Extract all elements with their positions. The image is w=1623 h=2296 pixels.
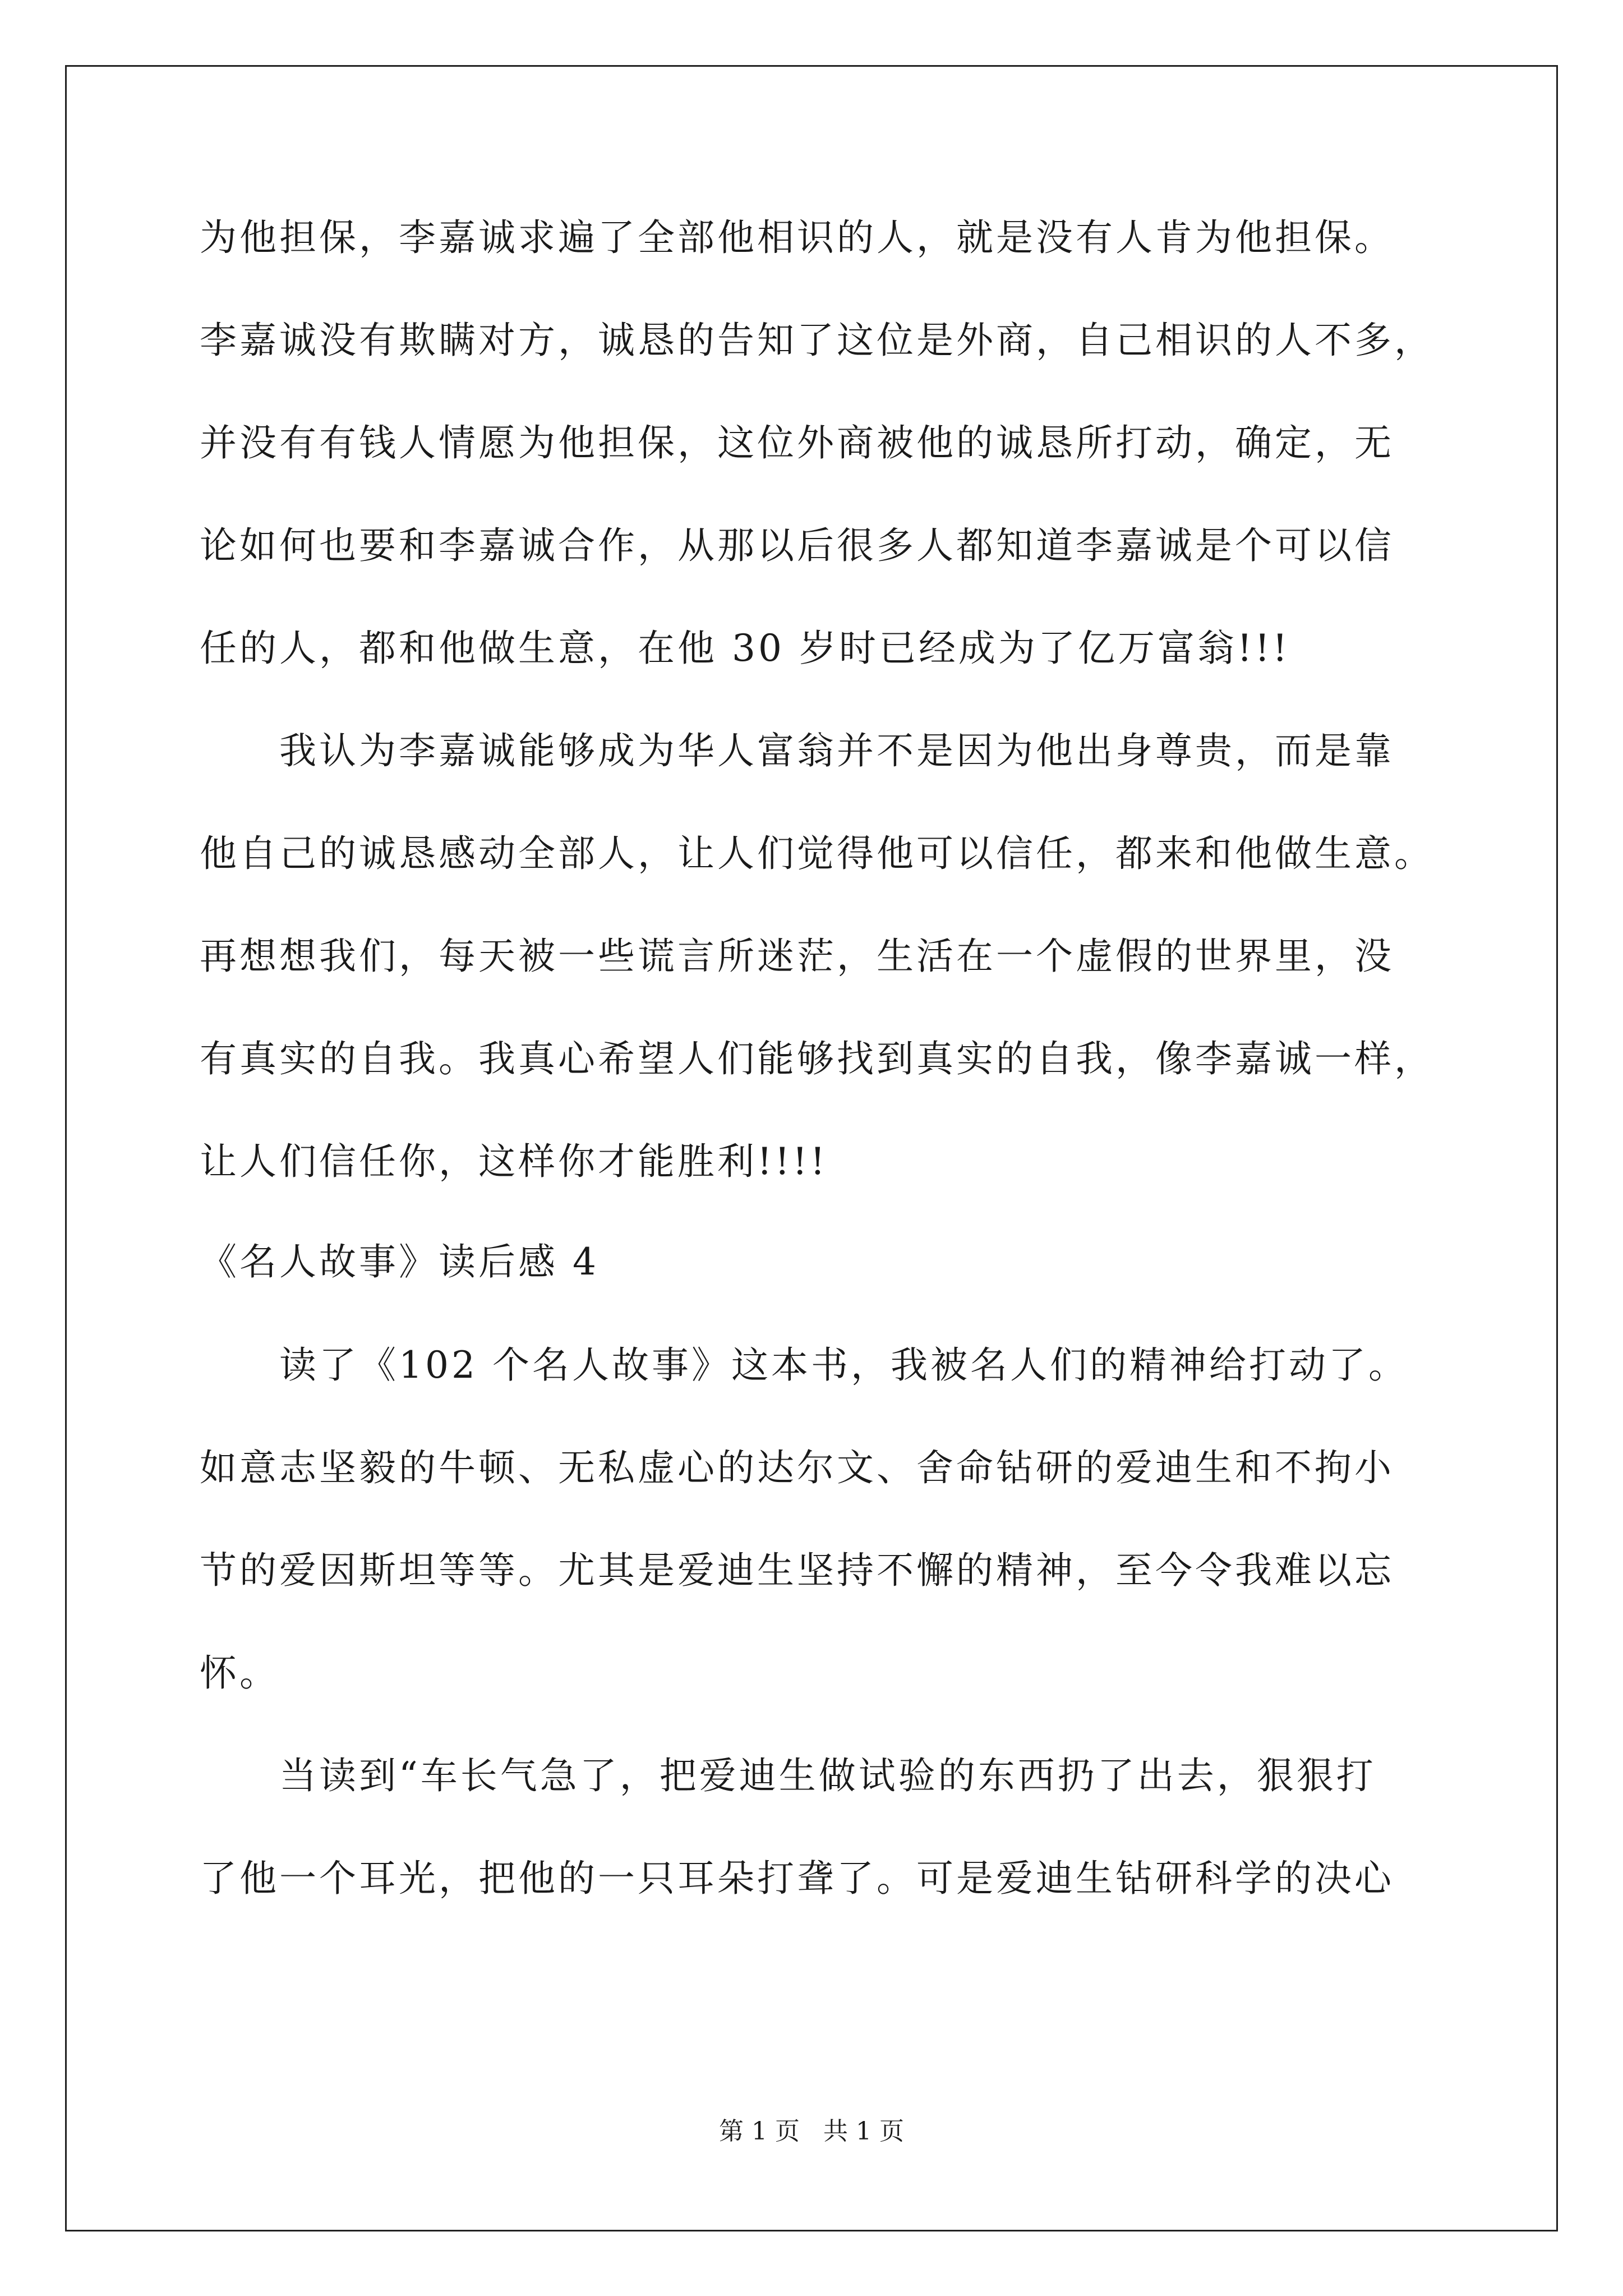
body-line-2: 李嘉诚没有欺瞒对方，诚恳的告知了这位是外商，自己相识的人不多， [200, 319, 1434, 362]
body-line-1: 为他担保，李嘉诚求遍了全部他相识的人，就是没有人肯为他担保。 [200, 216, 1394, 259]
page-number-footer: 第 1 页 共 1 页 [719, 2117, 904, 2146]
body-line-14: 节的爱因斯坦等等。尤其是爱迪生坚持不懈的精神，至今令我难以忘 [200, 1549, 1394, 1592]
body-line-6: 我认为李嘉诚能够成为华人富翁并不是因为他出身尊贵，而是靠 [200, 729, 1394, 772]
body-line-8: 再想想我们，每天被一些谎言所迷茫，生活在一个虚假的世界里，没 [200, 935, 1394, 978]
body-line-17: 了他一个耳光，把他的一只耳朵打聋了。可是爱迪生钻研科学的决心 [200, 1857, 1394, 1900]
body-line-16: 当读到“车长气急了，把爱迪生做试验的东西扔了出去，狠狠打 [200, 1754, 1376, 1797]
body-line-5: 任的人，都和他做生意，在他 30 岁时已经成为了亿万富翁!!! [200, 627, 1290, 670]
body-line-9: 有真实的自我。我真心希望人们能够找到真实的自我，像李嘉诚一样， [200, 1037, 1434, 1080]
body-line-3: 并没有有钱人情愿为他担保，这位外商被他的诚恳所打动，确定，无 [200, 421, 1394, 464]
section-heading: 《名人故事》读后感 4 [200, 1240, 599, 1283]
body-line-4: 论如何也要和李嘉诚合作，从那以后很多人都知道李嘉诚是个可以信 [200, 524, 1394, 567]
body-line-10: 让人们信任你，这样你才能胜利!!!! [200, 1140, 828, 1183]
body-line-12: 读了《102 个名人故事》这本书，我被名人们的精神给打动了。 [200, 1343, 1408, 1387]
body-line-13: 如意志坚毅的牛顿、无私虚心的达尔文、舍命钻研的爱迪生和不拘小 [200, 1446, 1394, 1489]
body-line-15: 怀。 [200, 1651, 279, 1695]
body-line-7: 他自己的诚恳感动全部人，让人们觉得他可以信任，都来和他做生意。 [200, 832, 1434, 875]
